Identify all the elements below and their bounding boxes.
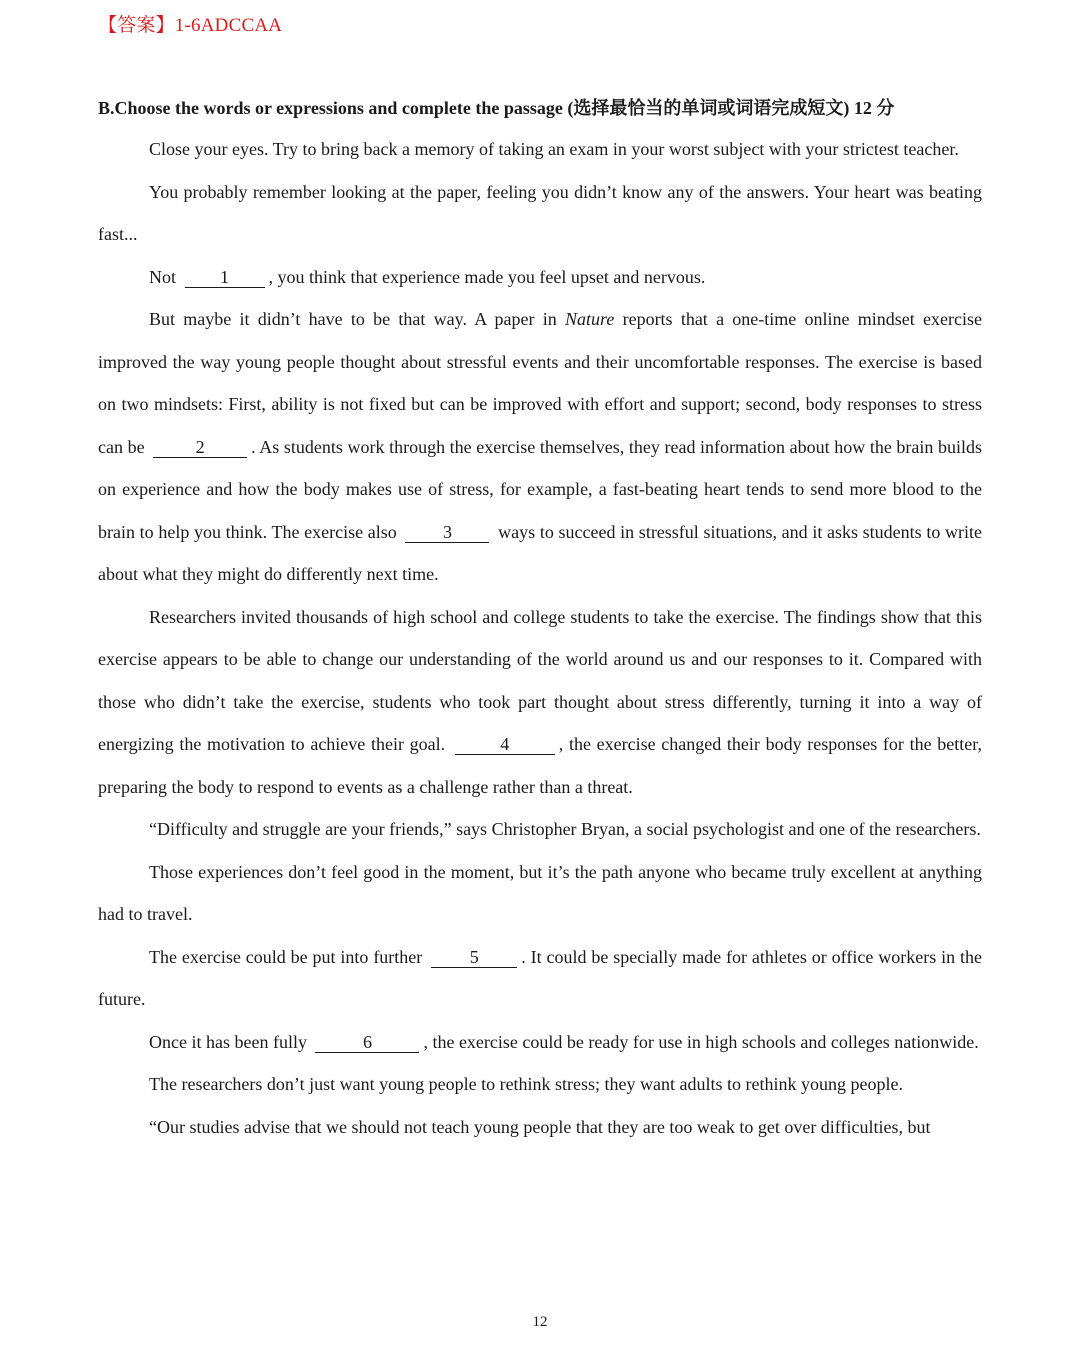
- paragraph-3-text-b: , you think that experience made you feel upset and nervous.: [268, 266, 706, 287]
- paragraph-2: You probably remember looking at the paper, feeling you didn’t know any of the answers. Your heart was beating fast...: [98, 181, 982, 244]
- blank-6[interactable]: 6: [315, 1032, 419, 1053]
- paragraph-5: [98, 596, 982, 809]
- paragraph-3: [98, 256, 982, 299]
- paragraph-1: Close your eyes. Try to bring back a memory of taking an exam in your worst subject with your strictest teacher.: [149, 139, 959, 159]
- blank-4[interactable]: 4: [455, 734, 555, 755]
- paragraph-9: [98, 1021, 982, 1064]
- paragraph-8-text-a: The exercise could be put into further: [149, 946, 428, 967]
- paragraph-9-text-a: Once it has been fully: [149, 1031, 312, 1052]
- paragraph-5-text-b: , the exercise changed their body responses for the better, preparing the body to respond to events as a challenge rather than a threat.: [98, 734, 982, 797]
- paragraph-8-text-b: . It could be specially made for athletes or office workers in the future.: [98, 946, 982, 1009]
- paragraph-5-text-a: Researchers invited thousands of high school and college students to take the exercise. The findings show that this exercise appears to be able to change our understanding of the world around us and our responses to it. Compared with those who didn’t take the exercise, students who took part thought about stress differently, turning it into a way of energizing the motivation to achieve their goal.: [98, 606, 982, 754]
- blank-1[interactable]: 1: [185, 267, 265, 288]
- paragraph-4-text-b: reports that a one-time online mindset exercise improved the way young people thought about stressful events and their uncomfortable responses. The exercise is based on two mindsets: First, ability is not fixed but can be improved with effort and support; second, body responses to stress can be: [98, 309, 982, 457]
- paragraph-10: The researchers don’t just want young people to rethink stress; they want adults to rethink young people.: [149, 1074, 903, 1094]
- paragraph-11: “Our studies advise that we should not teach young people that they are too weak to get over difficulties, but: [149, 1116, 931, 1137]
- paragraph-9-text-b: , the exercise could be ready for use in high schools and colleges nationwide.: [423, 1031, 979, 1052]
- section-heading: B.Choose the words or expressions and complete the passage (选择最恰当的单词或词语完成短文) 12 分: [98, 98, 895, 118]
- passage: [98, 128, 982, 1148]
- page-number: 12: [532, 1314, 548, 1330]
- paragraph-4-text-a: But maybe it didn’t have to be that way. A paper in: [149, 309, 565, 329]
- paragraph-8: [98, 936, 982, 1021]
- paragraph-4-text-c: . As students work through the exercise themselves, they read information about how the brain builds on experience and how the body makes use of stress, for example, a fast-beating heart tends to send more blood to the brain to help you think. The exercise also: [98, 436, 983, 542]
- blank-5[interactable]: 5: [431, 947, 517, 968]
- blank-2[interactable]: 2: [153, 437, 247, 458]
- answer-key: 【答案】1-6ADCCAA: [98, 15, 283, 36]
- paragraph-4: [98, 298, 982, 596]
- blank-3[interactable]: 3: [405, 522, 489, 543]
- journal-name: Nature: [564, 309, 615, 329]
- paragraph-6: “Difficulty and struggle are your friends,” says Christopher Bryan, a social psychologist and one of the researchers.: [149, 819, 981, 839]
- paragraph-3-text-a: Not: [149, 266, 181, 287]
- paragraph-4-text-d: ways to succeed in stressful situations, and it asks students to write about what they might do differently next time.: [98, 521, 982, 584]
- paragraph-7: Those experiences don’t feel good in the moment, but it’s the path anyone who became truly excellent at anything had to travel.: [98, 861, 982, 924]
